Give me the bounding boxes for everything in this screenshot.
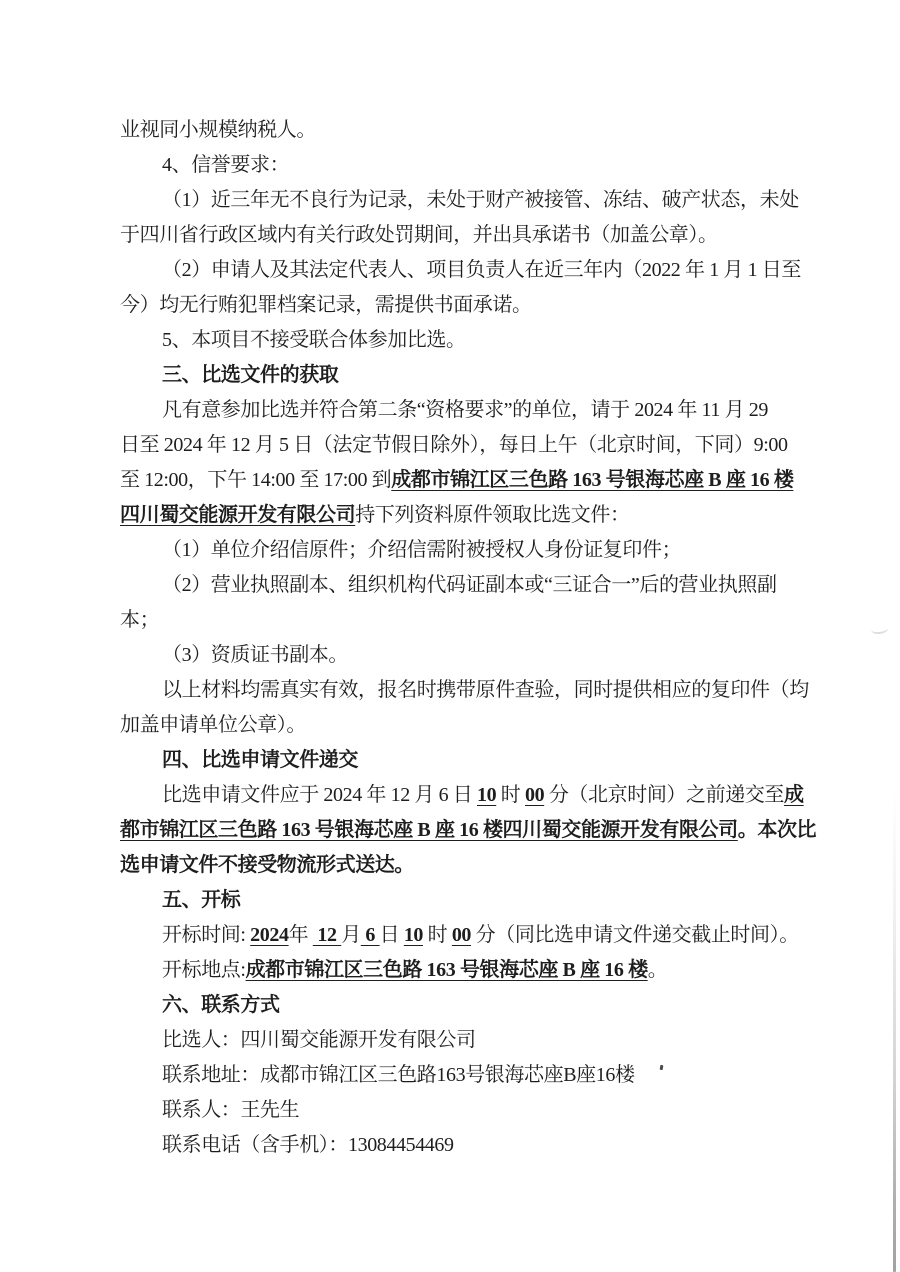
text-run: 业视同小规模纳税人。 (120, 119, 316, 141)
text-run: 6 (360, 924, 380, 946)
text-run: 联系人：王先生 (162, 1099, 300, 1121)
text-line (120, 988, 788, 1023)
text-run: 时 (496, 784, 526, 806)
text-run: 三、比选文件的获取 (162, 364, 339, 386)
text-run: 至 12:00，下午 14:00 至 17:00 到 (120, 469, 392, 491)
text-line (120, 1128, 788, 1163)
text-run: 分（同比选申请文件递交截止时间）。 (471, 924, 799, 946)
text-run: 日至 2024 年 12 月 5 日（法定节假日除外），每日上午（北京时间，下同）9:00 (120, 434, 788, 456)
text-run: 12 (312, 924, 342, 946)
text-line (120, 1023, 788, 1058)
text-line (120, 778, 804, 813)
document-body (120, 113, 817, 1163)
text-line (120, 953, 788, 988)
text-run: 00 (525, 784, 545, 806)
text-run: 开标时间: (162, 924, 251, 946)
text-line (120, 253, 801, 288)
text-line (120, 428, 788, 463)
text-line (120, 673, 809, 708)
text-line (120, 743, 788, 778)
text-run: 日 (379, 924, 404, 946)
text-line (120, 358, 788, 393)
text-run: 。 (647, 959, 668, 981)
text-run: 10 (477, 784, 497, 806)
text-run: （1）近三年无不良行为记录，未处于财产被接管、冻结、破产状态，未处 (162, 189, 799, 211)
text-run: 10 (403, 924, 424, 946)
text-run: （2）申请人及其法定代表人、项目负责人在近三年内（2022 年 1 月 1 日至 (162, 259, 801, 281)
text-line (120, 603, 788, 638)
text-line (120, 393, 788, 428)
text-run: 今）均无行贿犯罪档案记录，需提供书面承诺。 (120, 294, 532, 316)
text-run: 00 (451, 924, 472, 946)
text-run: 联系地址：成都市锦江区三色路163号银海芯座B座16楼 (162, 1064, 635, 1086)
text-line (120, 1058, 788, 1093)
text-run: 联系电话（含手机）：13084454469 (162, 1134, 454, 1156)
scan-edge-shadow (893, 790, 896, 1272)
text-run: 。本次比 (737, 819, 817, 841)
text-line (120, 1093, 788, 1128)
text-run: （2）营业执照副本、组织机构代码证副本或“三证合一”后的营业执照副 (162, 574, 777, 596)
text-line (120, 638, 788, 673)
text-run: 加盖申请单位公章）。 (120, 714, 306, 736)
text-line (120, 498, 788, 533)
text-run: 成都市锦江区三色路 163 号银海芯座 B 座 16 楼 (391, 469, 794, 491)
text-run: 以上材料均需真实有效，报名时携带原件查验，同时提供相应的复印件（均 (162, 679, 809, 701)
text-run: 比选申请文件应于 2024 年 12 月 6 日 (162, 784, 477, 806)
text-run: （3）资质证书副本。 (162, 644, 348, 666)
text-line (120, 533, 788, 568)
text-run: 六、联系方式 (162, 994, 280, 1016)
text-run: 四、比选申请文件递交 (162, 749, 358, 771)
text-line (120, 218, 788, 253)
text-run: 五、开标 (162, 889, 241, 911)
text-run: 成 (784, 784, 804, 806)
text-run: 于四川省行政区域内有关行政处罚期间，并出具承诺书（加盖公章）。 (120, 224, 718, 246)
text-line (120, 113, 788, 148)
text-run: 比选人：四川蜀交能源开发有限公司 (162, 1029, 476, 1051)
text-line (120, 323, 788, 358)
text-run: 年 (288, 924, 313, 946)
text-run: 2024 (250, 924, 289, 946)
text-run: 持下列资料原件领取比选文件： (355, 504, 630, 526)
text-line (120, 288, 788, 323)
text-run: 月 (341, 924, 361, 946)
text-run: 四川蜀交能源开发有限公司 (120, 504, 356, 526)
text-line (120, 183, 799, 218)
text-run: 4、信誉要求： (162, 154, 290, 176)
text-run: 选申请文件不接受物流形式送达。 (120, 854, 414, 876)
text-run: 都市锦江区三色路 163 号银海芯座 B 座 16 楼四川蜀交能源开发有限公司 (120, 819, 738, 841)
text-run: 成都市锦江区三色路 163 号银海芯座 B 座 16 楼 (245, 959, 648, 981)
text-line (120, 148, 788, 183)
text-run: 时 (423, 924, 452, 946)
scan-smudge-artifact (870, 623, 888, 635)
text-run: 本； (120, 609, 160, 631)
text-run: 凡有意参加比选并符合第二条“资格要求”的单位，请于 2024 年 11 月 29 (162, 399, 769, 421)
text-line (120, 848, 788, 883)
text-run: 开标地点: (162, 959, 246, 981)
text-line (120, 568, 788, 603)
text-line (120, 463, 794, 498)
text-line (120, 708, 788, 743)
text-run: （1）单位介绍信原件；介绍信需附被授权人身份证复印件； (162, 539, 682, 561)
text-run: 5、本项目不接受联合体参加比选。 (162, 329, 466, 351)
text-line (120, 883, 788, 918)
text-run: 分（北京时间）之前递交至 (544, 784, 785, 806)
text-line (120, 918, 799, 953)
text-line (120, 813, 817, 848)
